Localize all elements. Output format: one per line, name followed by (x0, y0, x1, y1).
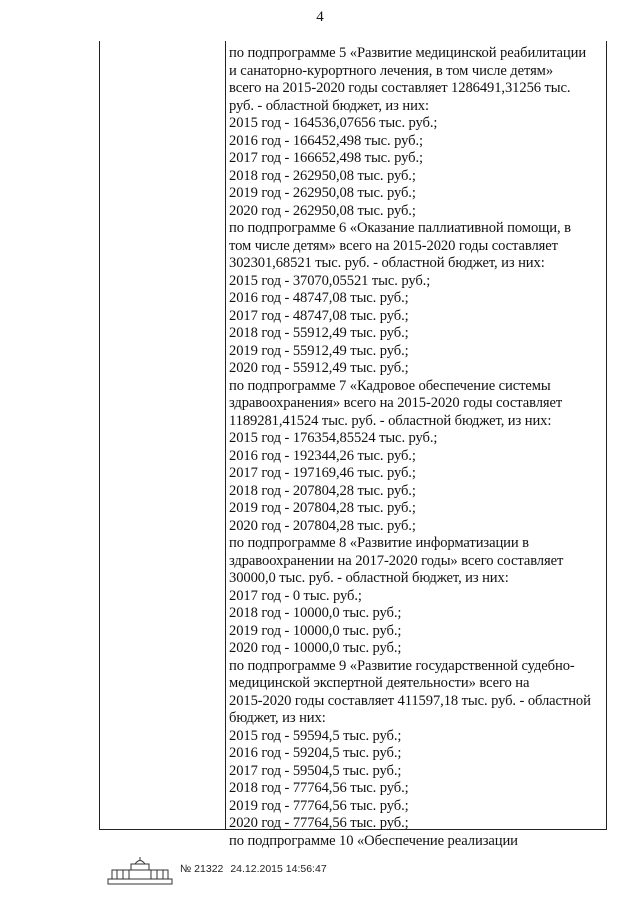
text-line: 2020 год - 77764,56 тыс. руб.; (229, 815, 409, 831)
text-line: 2017 год - 48747,08 тыс. руб.; (229, 307, 409, 324)
text-line: 2018 год - 55912,49 тыс. руб.; (229, 325, 409, 341)
text-line: 2015 год - 37070,05521 тыс. руб.; (229, 272, 431, 289)
text-line: 2018 год - 10000,0 тыс. руб.; (229, 605, 402, 621)
text-line: по подпрограмме 5 «Развитие медицинской реабилитации (229, 45, 587, 61)
text-line: 2020 год - 10000,0 тыс. руб.; (229, 640, 402, 656)
text-line: 2018 год - 77764,56 тыс. руб.; (229, 780, 409, 796)
text-line: 2016 год - 166452,498 тыс. руб.; (229, 132, 423, 149)
text-line: 2017 год - 0 тыс. руб.; (229, 587, 362, 604)
text-line: 2020 год - 207804,28 тыс. руб.; (229, 517, 416, 534)
text-line: 2019 год - 77764,56 тыс. руб.; (229, 797, 409, 814)
text-line: 2016 год - 192344,26 тыс. руб.; (229, 447, 416, 464)
document-datetime: 24.12.2015 14:56:47 (230, 863, 327, 875)
text-line: 2019 год - 55912,49 тыс. руб.; (229, 342, 409, 359)
text-line: 302301,68521 тыс. руб. - областной бюджет, из них: (229, 255, 545, 271)
document-number: № 21322 (180, 863, 224, 875)
text-line: руб. - областной бюджет, из них: (229, 97, 429, 114)
page-number: 4 (316, 9, 324, 25)
text-line: 2020 год - 262950,08 тыс. руб.; (229, 202, 416, 219)
text-line: всего на 2015-2020 годы составляет 1286491,31256 тыс. (229, 80, 571, 96)
text-line: 2016 год - 48747,08 тыс. руб.; (229, 290, 409, 306)
text-line: 2018 год - 262950,08 тыс. руб.; (229, 167, 416, 184)
text-line: бюджет, из них: (229, 710, 326, 726)
text-line: 2017 год - 166652,498 тыс. руб.; (229, 150, 423, 166)
text-line: 2015 год - 164536,07656 тыс. руб.; (229, 115, 438, 131)
text-line: 2019 год - 262950,08 тыс. руб.; (229, 185, 416, 201)
text-line: 2016 год - 59204,5 тыс. руб.; (229, 745, 402, 761)
text-line: здравоохранении на 2017-2020 годы» всего составляет (229, 552, 564, 569)
building-emblem-icon (107, 856, 173, 886)
text-line: по подпрограмме 7 «Кадровое обеспечение системы (229, 377, 551, 394)
text-line: медицинской экспертной деятельности» всего на (229, 675, 530, 691)
text-line: 2017 год - 197169,46 тыс. руб.; (229, 465, 416, 481)
financing-text-cell (229, 45, 604, 850)
text-line: 1189281,41524 тыс. руб. - областной бюджет, из них: (229, 412, 552, 429)
table-column-divider (225, 41, 226, 830)
text-line: 2015 год - 59594,5 тыс. руб.; (229, 727, 402, 744)
text-line: 2015 год - 176354,85524 тыс. руб.; (229, 430, 438, 446)
text-line: 2019 год - 207804,28 тыс. руб.; (229, 500, 416, 516)
text-line: по подпрограмме 10 «Обеспечение реализации (229, 832, 518, 849)
document-footer (107, 856, 367, 886)
footer-stamp-text (180, 863, 331, 875)
text-line: том числе детям» всего на 2015-2020 годы составляет (229, 237, 558, 254)
text-line: по подпрограмме 6 «Оказание паллиативной помощи, в (229, 220, 571, 236)
text-line: 2015-2020 годы составляет 411597,18 тыс. руб. - областной (229, 692, 591, 709)
text-line: по подпрограмме 9 «Развитие государственной судебно- (229, 657, 575, 674)
text-line: 2017 год - 59504,5 тыс. руб.; (229, 762, 402, 779)
text-line: 30000,0 тыс. руб. - областной бюджет, из них: (229, 570, 509, 586)
text-line: 2020 год - 55912,49 тыс. руб.; (229, 360, 409, 376)
text-line: и санаторно-курортного лечения, в том числе детям» (229, 62, 554, 79)
text-line: 2019 год - 10000,0 тыс. руб.; (229, 622, 402, 639)
text-line: по подпрограмме 8 «Развитие информатизации в (229, 535, 529, 551)
text-line: 2018 год - 207804,28 тыс. руб.; (229, 482, 416, 499)
text-line: здравоохранения» всего на 2015-2020 годы составляет (229, 395, 563, 411)
